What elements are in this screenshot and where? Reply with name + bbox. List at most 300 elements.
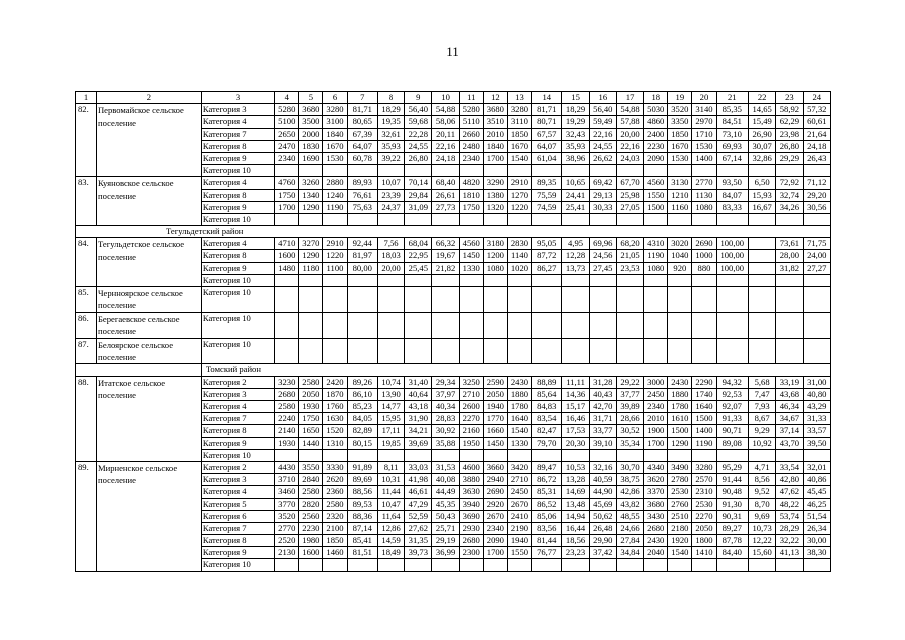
value-cell: 67,70	[616, 177, 643, 189]
value-cell: 34,21	[405, 425, 432, 437]
value-cell: 29,19	[432, 535, 459, 547]
value-cell: 32,01	[803, 461, 830, 473]
value-cell: 3880	[459, 474, 483, 486]
value-cell: 30,70	[616, 461, 643, 473]
value-cell: 24,55	[405, 140, 432, 152]
value-cell: 81,71	[532, 104, 562, 116]
header-cell: 10	[432, 92, 459, 104]
value-cell: 10,53	[562, 461, 589, 473]
value-cell: 27,62	[405, 522, 432, 534]
value-cell: 1900	[644, 425, 668, 437]
value-cell	[616, 559, 643, 571]
value-cell: 1840	[323, 128, 347, 140]
value-cell: 62,29	[776, 116, 803, 128]
value-cell: 3420	[507, 461, 531, 473]
value-cell	[616, 312, 643, 338]
value-cell: 85,64	[532, 388, 562, 400]
value-cell: 3770	[275, 498, 299, 510]
value-cell	[299, 287, 323, 313]
value-cell: 20,00	[377, 262, 404, 274]
value-cell	[432, 559, 459, 571]
value-cell	[275, 559, 299, 571]
value-cell	[776, 312, 803, 338]
value-cell: 39,73	[405, 547, 432, 559]
value-cell: 3460	[275, 486, 299, 498]
value-cell: 80,15	[347, 437, 377, 449]
value-cell: 1940	[507, 535, 531, 547]
value-cell: 31,28	[589, 376, 616, 388]
value-cell: 26,62	[589, 152, 616, 164]
value-cell: 3140	[692, 104, 716, 116]
settlement-name: Чернноярское сельское поселение	[96, 287, 201, 313]
value-cell: 10,74	[377, 376, 404, 388]
value-cell: 1440	[299, 437, 323, 449]
value-cell	[347, 213, 377, 225]
value-cell: 2230	[644, 140, 668, 152]
value-cell: 1240	[323, 189, 347, 201]
value-cell: 2910	[507, 177, 531, 189]
value-cell: 1200	[483, 250, 507, 262]
value-cell: 46,61	[405, 486, 432, 498]
value-cell: 89,08	[716, 437, 749, 449]
value-cell: 2270	[459, 413, 483, 425]
value-cell: 10,31	[377, 474, 404, 486]
value-cell: 85,41	[347, 535, 377, 547]
value-cell: 1190	[323, 201, 347, 213]
value-cell	[749, 213, 776, 225]
category-cell: Категория 8	[201, 189, 274, 201]
value-cell: 1040	[668, 250, 692, 262]
value-cell: 33,57	[803, 425, 830, 437]
value-cell: 31,90	[405, 413, 432, 425]
value-cell	[377, 312, 404, 338]
value-cell: 7,47	[749, 388, 776, 400]
value-cell: 47,29	[405, 498, 432, 510]
value-cell: 1340	[299, 189, 323, 201]
value-cell: 2530	[692, 498, 716, 510]
category-cell: Категория 9	[201, 152, 274, 164]
value-cell: 3550	[299, 461, 323, 473]
value-cell: 87,72	[532, 250, 562, 262]
value-cell: 3000	[644, 376, 668, 388]
value-cell	[589, 274, 616, 286]
value-cell	[459, 287, 483, 313]
category-cell: Категория 8	[201, 140, 274, 152]
value-cell: 85,23	[347, 401, 377, 413]
value-cell	[483, 312, 507, 338]
category-cell: Категория 4	[201, 486, 274, 498]
value-cell: 75,59	[532, 189, 562, 201]
value-cell: 89,93	[347, 177, 377, 189]
value-cell	[405, 274, 432, 286]
value-cell: 2690	[692, 238, 716, 250]
value-cell: 3290	[483, 177, 507, 189]
value-cell	[692, 449, 716, 461]
value-cell: 5100	[275, 116, 299, 128]
value-cell: 26,34	[803, 522, 830, 534]
value-cell: 1330	[507, 437, 531, 449]
value-cell: 3100	[323, 116, 347, 128]
value-cell: 5280	[459, 104, 483, 116]
value-cell: 1290	[299, 250, 323, 262]
value-cell	[377, 449, 404, 461]
value-cell: 86,10	[347, 388, 377, 400]
value-cell	[803, 165, 830, 177]
value-cell	[644, 274, 668, 286]
value-cell: 58,92	[776, 104, 803, 116]
value-cell: 2620	[323, 474, 347, 486]
value-cell: 3430	[644, 510, 668, 522]
value-cell: 1320	[483, 201, 507, 213]
value-cell: 2680	[644, 522, 668, 534]
value-cell: 2830	[507, 238, 531, 250]
value-cell	[716, 274, 749, 286]
value-cell: 37,97	[432, 388, 459, 400]
region-row	[76, 226, 831, 238]
value-cell	[377, 287, 404, 313]
value-cell: 9,52	[749, 486, 776, 498]
value-cell	[716, 449, 749, 461]
value-cell	[716, 338, 749, 364]
value-cell	[483, 559, 507, 571]
value-cell	[562, 213, 589, 225]
value-cell: 2340	[644, 401, 668, 413]
value-cell	[299, 559, 323, 571]
value-cell: 31,33	[803, 413, 830, 425]
value-cell: 59,68	[405, 116, 432, 128]
value-cell: 7,56	[377, 238, 404, 250]
value-cell: 6,50	[749, 177, 776, 189]
value-cell: 9,69	[749, 510, 776, 522]
value-cell	[668, 213, 692, 225]
value-cell: 31,71	[589, 413, 616, 425]
value-cell: 41,98	[405, 474, 432, 486]
value-cell: 42,70	[589, 401, 616, 413]
value-cell: 91,33	[716, 413, 749, 425]
value-cell: 18,49	[377, 547, 404, 559]
value-cell	[749, 274, 776, 286]
value-cell: 69,96	[589, 238, 616, 250]
value-cell: 1190	[692, 437, 716, 449]
value-cell: 32,86	[749, 152, 776, 164]
header-cell: 16	[589, 92, 616, 104]
value-cell: 2320	[323, 510, 347, 522]
value-cell	[776, 287, 803, 313]
value-cell	[323, 213, 347, 225]
value-cell: 1930	[299, 401, 323, 413]
value-cell	[405, 287, 432, 313]
category-cell: Категория 10	[201, 165, 274, 177]
value-cell: 31,09	[405, 201, 432, 213]
value-cell: 29,22	[616, 376, 643, 388]
value-cell: 89,26	[347, 376, 377, 388]
value-cell: 16,44	[562, 522, 589, 534]
value-cell	[323, 449, 347, 461]
value-cell: 91,30	[716, 498, 749, 510]
header-cell: 1	[76, 92, 97, 104]
value-cell: 40,08	[432, 474, 459, 486]
value-cell: 4820	[459, 177, 483, 189]
value-cell: 19,29	[562, 116, 589, 128]
value-cell: 67,14	[716, 152, 749, 164]
value-cell	[377, 274, 404, 286]
value-cell: 1780	[668, 401, 692, 413]
value-cell: 81,44	[532, 535, 562, 547]
value-cell	[776, 338, 803, 364]
settlement-name: Берегаевское сельское поселение	[96, 312, 201, 338]
value-cell: 84,05	[347, 413, 377, 425]
value-cell: 51,54	[803, 510, 830, 522]
value-cell: 61,04	[532, 152, 562, 164]
value-cell: 53,74	[776, 510, 803, 522]
value-cell: 26,61	[432, 189, 459, 201]
value-cell: 1500	[644, 201, 668, 213]
value-cell	[562, 449, 589, 461]
value-cell	[347, 165, 377, 177]
value-cell: 32,22	[776, 535, 803, 547]
value-cell: 11,64	[377, 510, 404, 522]
value-cell: 18,56	[562, 535, 589, 547]
value-cell: 3270	[299, 238, 323, 250]
value-cell: 2090	[483, 535, 507, 547]
value-cell: 2930	[459, 522, 483, 534]
value-cell: 25,71	[432, 522, 459, 534]
value-cell: 34,26	[776, 201, 803, 213]
value-cell	[405, 165, 432, 177]
table-row	[76, 338, 831, 364]
value-cell	[432, 165, 459, 177]
value-cell: 24,18	[432, 152, 459, 164]
value-cell: 70,14	[405, 177, 432, 189]
value-cell: 2670	[483, 510, 507, 522]
value-cell: 84,51	[716, 116, 749, 128]
value-cell: 11,11	[562, 376, 589, 388]
value-cell	[483, 165, 507, 177]
value-cell: 20,30	[562, 437, 589, 449]
value-cell: 2300	[459, 547, 483, 559]
value-cell: 1840	[483, 140, 507, 152]
value-cell: 1850	[507, 128, 531, 140]
value-cell: 87,14	[347, 522, 377, 534]
value-cell	[405, 559, 432, 571]
value-cell: 2360	[323, 486, 347, 498]
category-cell: Категория 4	[201, 401, 274, 413]
value-cell: 2820	[299, 498, 323, 510]
value-cell: 92,44	[347, 238, 377, 250]
value-cell: 2560	[299, 510, 323, 522]
value-cell: 2650	[275, 128, 299, 140]
value-cell	[405, 312, 432, 338]
value-cell: 2480	[459, 140, 483, 152]
settlement-name: Куяновское сельское поселение	[96, 177, 201, 226]
value-cell: 45,35	[432, 498, 459, 510]
value-cell	[589, 449, 616, 461]
value-cell: 32,61	[377, 128, 404, 140]
value-cell: 64,07	[532, 140, 562, 152]
value-cell	[275, 274, 299, 286]
value-cell: 1810	[459, 189, 483, 201]
value-cell: 1540	[507, 152, 531, 164]
value-cell	[644, 213, 668, 225]
value-cell: 2130	[275, 547, 299, 559]
value-cell: 82,89	[347, 425, 377, 437]
value-cell: 21,64	[803, 128, 830, 140]
value-cell: 2340	[275, 152, 299, 164]
value-cell: 1640	[507, 413, 531, 425]
category-cell: Категория 7	[201, 413, 274, 425]
value-cell: 2310	[692, 486, 716, 498]
table-row	[76, 238, 831, 250]
header-row	[76, 92, 831, 104]
value-cell: 52,59	[405, 510, 432, 522]
value-cell	[377, 338, 404, 364]
value-cell: 1700	[483, 152, 507, 164]
value-cell: 1310	[323, 437, 347, 449]
value-cell: 39,10	[589, 437, 616, 449]
value-cell	[507, 449, 531, 461]
value-cell	[507, 274, 531, 286]
value-cell: 34,84	[616, 547, 643, 559]
data-table	[75, 91, 831, 572]
value-cell	[749, 338, 776, 364]
value-cell	[716, 165, 749, 177]
value-cell: 46,34	[776, 401, 803, 413]
value-cell	[347, 559, 377, 571]
value-cell: 2580	[299, 486, 323, 498]
header-cell: 8	[377, 92, 404, 104]
value-cell: 1210	[668, 189, 692, 201]
category-cell: Категория 10	[201, 449, 274, 461]
value-cell	[275, 213, 299, 225]
value-cell: 8,70	[749, 498, 776, 510]
value-cell	[532, 274, 562, 286]
region-title: Томский район	[201, 364, 830, 376]
value-cell	[616, 165, 643, 177]
value-cell	[275, 338, 299, 364]
value-cell: 1080	[644, 262, 668, 274]
value-cell: 3350	[668, 116, 692, 128]
value-cell: 3230	[275, 376, 299, 388]
value-cell	[532, 165, 562, 177]
value-cell: 1550	[644, 189, 668, 201]
value-cell	[299, 213, 323, 225]
value-cell	[616, 213, 643, 225]
value-cell	[432, 449, 459, 461]
value-cell: 88,56	[347, 486, 377, 498]
value-cell	[507, 287, 531, 313]
value-cell	[323, 274, 347, 286]
value-cell: 25,98	[616, 189, 643, 201]
value-cell: 31,40	[405, 376, 432, 388]
value-cell	[644, 559, 668, 571]
value-cell: 28,00	[776, 250, 803, 262]
value-cell: 5110	[459, 116, 483, 128]
value-cell	[644, 338, 668, 364]
value-cell: 24,03	[616, 152, 643, 164]
value-cell: 1660	[483, 425, 507, 437]
value-cell: 2180	[668, 522, 692, 534]
value-cell: 3280	[692, 461, 716, 473]
value-cell: 80,71	[532, 116, 562, 128]
value-cell: 56,40	[405, 104, 432, 116]
value-cell: 45,69	[589, 498, 616, 510]
value-cell: 3180	[483, 238, 507, 250]
value-cell: 35,93	[562, 140, 589, 152]
category-cell: Категория 10	[201, 213, 274, 225]
settlement-name: Первомайское сельское поселение	[96, 104, 201, 177]
value-cell	[776, 274, 803, 286]
value-cell: 4,95	[562, 238, 589, 250]
value-cell: 57,32	[803, 104, 830, 116]
value-cell: 95,29	[716, 461, 749, 473]
value-cell: 1800	[692, 535, 716, 547]
value-cell: 35,93	[377, 140, 404, 152]
value-cell: 85,06	[532, 510, 562, 522]
header-cell: 19	[668, 92, 692, 104]
value-cell	[692, 274, 716, 286]
value-cell: 1540	[668, 547, 692, 559]
value-cell: 1870	[323, 388, 347, 400]
value-cell	[483, 287, 507, 313]
value-cell: 73,61	[776, 238, 803, 250]
value-cell	[459, 449, 483, 461]
value-cell	[716, 559, 749, 571]
value-cell	[692, 559, 716, 571]
value-cell: 84,83	[532, 401, 562, 413]
value-cell: 20,00	[616, 128, 643, 140]
category-cell: Категория 10	[201, 559, 274, 571]
value-cell	[589, 287, 616, 313]
value-cell: 2770	[692, 177, 716, 189]
value-cell: 59,49	[589, 116, 616, 128]
value-cell	[616, 338, 643, 364]
value-cell: 1690	[299, 152, 323, 164]
header-cell: 18	[644, 92, 668, 104]
value-cell: 2450	[644, 388, 668, 400]
category-cell: Категория 3	[201, 388, 274, 400]
value-cell: 2090	[644, 152, 668, 164]
value-cell: 2920	[483, 498, 507, 510]
value-cell	[532, 338, 562, 364]
value-cell: 27,27	[803, 262, 830, 274]
value-cell: 1630	[323, 413, 347, 425]
settlement-name: Итатское сельское поселение	[96, 376, 201, 461]
value-cell: 2710	[459, 388, 483, 400]
value-cell: 10,07	[377, 177, 404, 189]
value-cell	[275, 449, 299, 461]
value-cell: 2530	[668, 486, 692, 498]
value-cell: 36,99	[432, 547, 459, 559]
value-cell: 3520	[275, 510, 299, 522]
value-cell	[803, 559, 830, 571]
value-cell: 50,43	[432, 510, 459, 522]
value-cell	[562, 312, 589, 338]
value-cell: 42,86	[616, 486, 643, 498]
value-cell: 4310	[644, 238, 668, 250]
value-cell: 30,00	[803, 535, 830, 547]
value-cell: 24,66	[616, 522, 643, 534]
value-cell: 1460	[323, 547, 347, 559]
value-cell	[803, 274, 830, 286]
value-cell: 26,48	[589, 522, 616, 534]
value-cell: 1220	[323, 250, 347, 262]
value-cell: 83,56	[532, 522, 562, 534]
value-cell: 32,43	[562, 128, 589, 140]
value-cell: 3510	[483, 116, 507, 128]
value-cell: 27,05	[616, 201, 643, 213]
region-row	[76, 364, 831, 376]
value-cell	[459, 165, 483, 177]
